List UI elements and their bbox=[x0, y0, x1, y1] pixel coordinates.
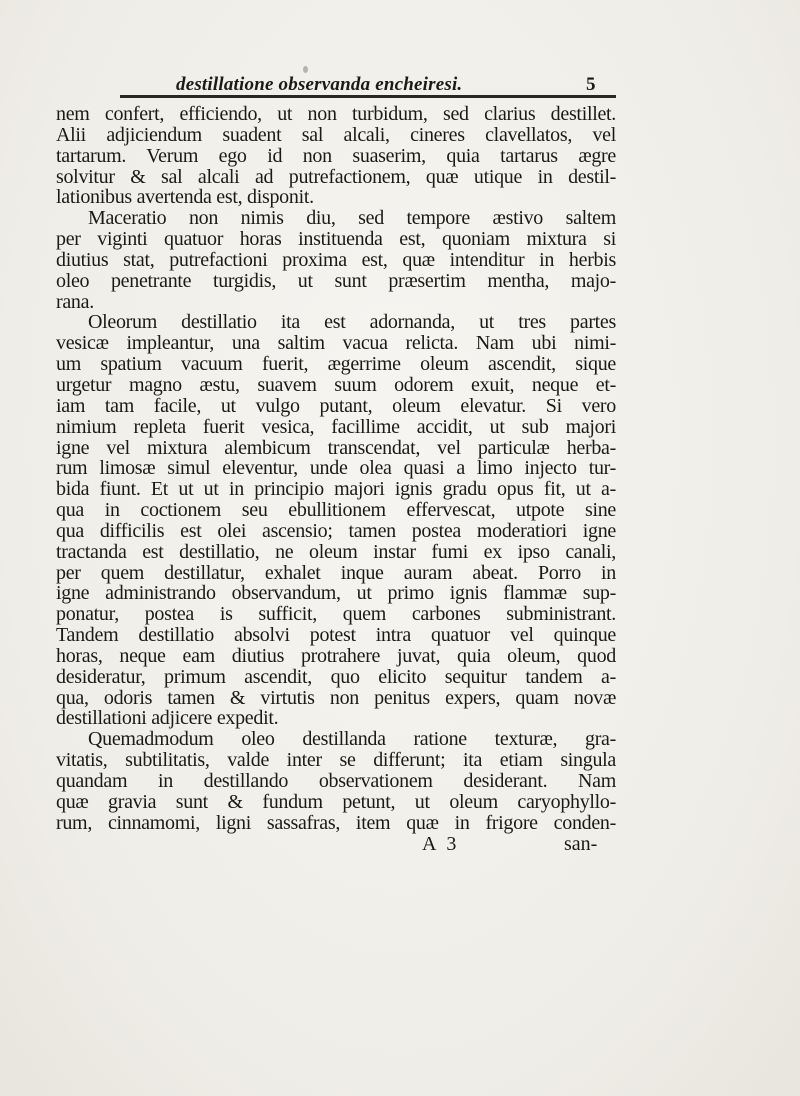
page-number: 5 bbox=[586, 74, 596, 95]
text-line: igne administrando observandum, ut primo ignis flammæ sup- bbox=[56, 582, 616, 605]
text-line: qua, odoris tamen & virtutis non penitus expers, quam novæ bbox=[56, 686, 616, 709]
text-line: oleo penetrante turgidis, ut sunt præsertim mentha, majo- bbox=[56, 269, 616, 292]
signature-mark: A 3 bbox=[422, 832, 460, 855]
text-line: rana. bbox=[56, 290, 94, 313]
text-line: quæ gravia sunt & fundum petunt, ut oleum caryophyllo- bbox=[56, 790, 616, 813]
text-line: rum limosæ simul eleventur, unde olea quasi a limo injecto tur- bbox=[56, 457, 616, 480]
footer-line bbox=[56, 834, 616, 855]
text-line: horas, neque eam diutius protrahere juvat, quia oleum, quod bbox=[56, 644, 616, 667]
text-line: Tandem destillatio absolvi potest intra quatuor vel quinque bbox=[56, 624, 616, 647]
text-line: tartarum. Verum ego id non suaserim, quia tartarus ægre bbox=[56, 144, 616, 167]
catchword: san- bbox=[564, 832, 598, 855]
paragraph-start-line: Maceratio non nimis diu, sed tempore æstivo saltem bbox=[88, 207, 616, 230]
text-line: destillationi adjicere expedit. bbox=[56, 707, 279, 730]
text-line: bida fiunt. Et ut ut in principio majori ignis gradu opus fit, ut a- bbox=[56, 478, 616, 501]
text-line: nem confert, efficiendo, ut non turbidum, sed clarius destillet. bbox=[56, 103, 616, 125]
text-line: ponatur, postea is sufficit, quem carbones subministrant. bbox=[56, 603, 616, 626]
text-line: tractanda est destillatio, ne oleum instar fumi ex ipso canali, bbox=[56, 540, 616, 563]
text-line: vesicæ impleantur, una saltim vacua relicta. Nam ubi nimi- bbox=[56, 332, 616, 355]
text-line: solvitur & sal alcali ad putrefactionem, quæ utique in destil- bbox=[56, 165, 616, 188]
text-line: vitatis, subtilitatis, valde inter se differunt; ita etiam singula bbox=[56, 749, 616, 772]
text-line: nimium repleta fuerit vesica, facillime accidit, ut sub majori bbox=[56, 415, 616, 438]
body-text bbox=[56, 104, 616, 854]
text-line: rum, cinnamomi, ligni sassafras, item quæ in frigore conden- bbox=[56, 811, 616, 834]
paragraph-start-line: Quemadmodum oleo destillanda ratione texturæ, gra- bbox=[88, 728, 616, 751]
text-line: per quem destillatur, exhalet inque auram abeat. Porro in bbox=[56, 561, 616, 584]
text-line: diutius stat, putrefactioni proxima est, quæ intenditur in herbis bbox=[56, 248, 616, 271]
header-rule bbox=[120, 95, 616, 98]
text-line: lationibus avertenda est, disponit. bbox=[56, 186, 314, 209]
running-head-title: destillatione observanda encheiresi. bbox=[176, 74, 463, 95]
paragraph-start-line: Oleorum destillatio ita est adornanda, ut tres partes bbox=[88, 311, 616, 334]
text-line: quandam in destillando observationem desiderant. Nam bbox=[56, 770, 616, 792]
text-line: Alii adjiciendum suadent sal alcali, cineres clavellatos, vel bbox=[56, 123, 616, 146]
text-line: per viginti quatuor horas instituenda est, quoniam mixtura si bbox=[56, 228, 616, 251]
text-line: qua in coctionem seu ebullitionem effervescat, utpote sine bbox=[56, 499, 616, 522]
text-line: urgetur magno æstu, suavem suum odorem exuit, neque et- bbox=[56, 373, 616, 396]
text-line: igne vel mixtura alembicum transcendat, vel particulæ herba- bbox=[56, 436, 616, 459]
text-line: um spatium vacuum fuerit, ægerrime oleum ascendit, sique bbox=[56, 353, 616, 376]
text-line: desideratur, primum ascendit, quo elicito sequitur tandem a- bbox=[56, 665, 616, 688]
text-line: iam tam facile, ut vulgo putant, oleum elevatur. Si vero bbox=[56, 394, 616, 417]
text-line: qua difficilis est olei ascensio; tamen postea moderatiori igne bbox=[56, 519, 616, 542]
